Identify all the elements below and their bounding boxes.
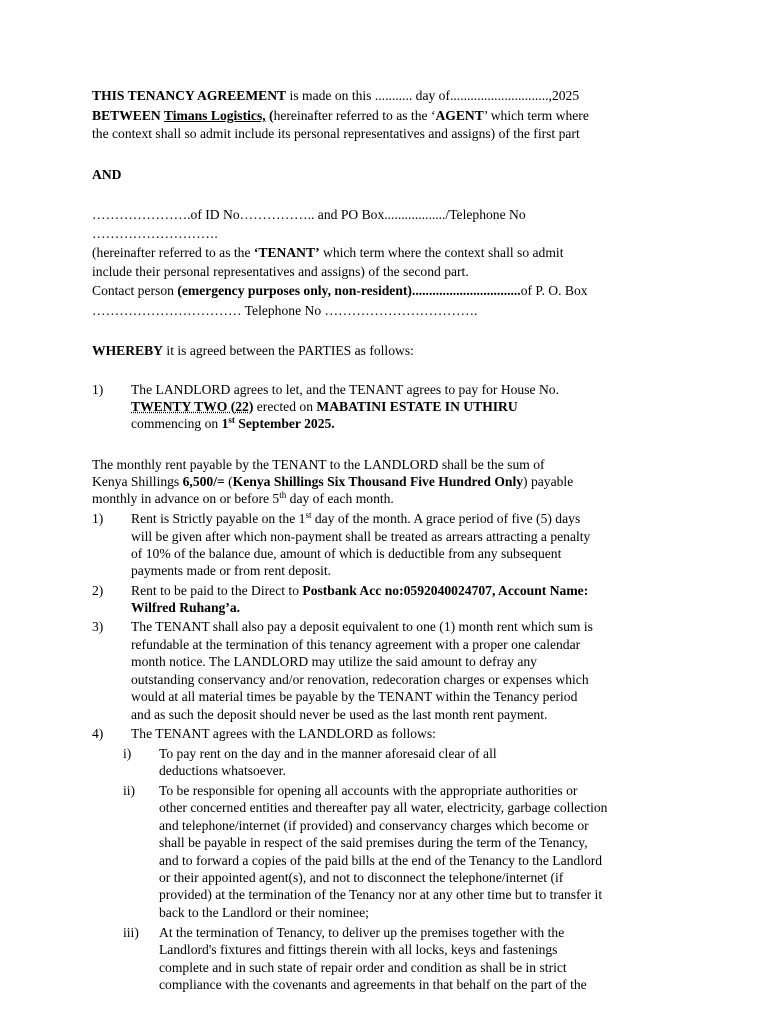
rent-due-text: monthly in advance on or before 5 bbox=[92, 491, 280, 506]
subitem-ii-number: ii) bbox=[123, 783, 136, 798]
item-1-text-a: Rent is Strictly payable on the 1 bbox=[131, 511, 306, 526]
item-1-text-b: day of the month. A grace period of five (5) days bbox=[311, 511, 581, 526]
subitem-iii-line-1: At the termination of Tenancy, to deliver up the premises together with the bbox=[159, 925, 565, 940]
tenant-def-text-b: which term where the context shall so admit bbox=[319, 245, 564, 260]
clause-1-number: 1) bbox=[92, 382, 104, 397]
item-1-line-1 bbox=[131, 510, 580, 527]
subitem-ii-line-6: or their appointed agent(s), and not to disconnect the telephone/internet (if bbox=[159, 870, 564, 885]
whereby-text: it is agreed between the PARTIES as follows: bbox=[163, 343, 414, 358]
item-1-line-4: payments made or from rent deposit. bbox=[131, 563, 332, 578]
item-2-number: 2) bbox=[92, 583, 104, 598]
tenant-term: ‘TENANT’ bbox=[253, 245, 320, 260]
subitem-ii-line-7: provided) at the termination of the Tenancy nor at any other time but to transfer it bbox=[159, 887, 603, 902]
contact-person-line bbox=[92, 282, 588, 299]
rent-amount: 6,500/= bbox=[182, 474, 225, 489]
agent-company-name: Timans Logistics, bbox=[163, 108, 266, 123]
contact-telephone-line: …………………………… Telephone No ……………………………. bbox=[92, 303, 478, 318]
tenant-definition-line bbox=[92, 244, 563, 261]
clause-1-commencing-line bbox=[131, 415, 335, 432]
agent-def-continuation: the context shall so admit include its personal representatives and assigns) of the first part bbox=[92, 126, 580, 141]
agent-term: AGENT bbox=[435, 108, 484, 123]
agreement-title: THIS TENANCY AGREEMENT bbox=[92, 88, 287, 103]
contact-person-note: (emergency purposes only, non-resident) bbox=[177, 283, 412, 298]
item-1-line-2: will be given after which non-payment shall be treated as arrears attracting a penalty bbox=[131, 529, 591, 544]
subitem-iii-line-2: Landlord's fixtures and fittings therein with all locks, keys and fastenings bbox=[159, 942, 558, 957]
item-3-line-6: and as such the deposit should never be used as the last month rent payment. bbox=[131, 707, 548, 722]
item-3-line-2: refundable at the termination of this tenancy agreement with a proper one calendar bbox=[131, 637, 581, 652]
and-label: AND bbox=[92, 167, 122, 182]
rent-paragraph-line-2 bbox=[92, 473, 573, 490]
agent-def-text-a: hereinafter referred to as the ‘ bbox=[273, 108, 436, 123]
currency-label: Kenya Shillings bbox=[92, 474, 183, 489]
subitem-ii-line-5: and to forward a copies of the paid bills at the end of the Tenancy to the Landlord bbox=[159, 853, 603, 868]
house-number: TWENTY TWO (22) bbox=[131, 399, 254, 414]
item-3-line-1: The TENANT shall also pay a deposit equivalent to one (1) month rent which sum is bbox=[131, 619, 593, 634]
erected-text: erected on bbox=[253, 399, 317, 414]
commencing-label: commencing on bbox=[131, 416, 222, 431]
subitem-iii-line-4: compliance with the covenants and agreements in that behalf on the part of the bbox=[159, 977, 587, 992]
estate-name: MABATINI ESTATE IN UTHIRU bbox=[316, 399, 518, 414]
contact-person-label: Contact person bbox=[92, 283, 178, 298]
whereby-label: WHEREBY bbox=[92, 343, 164, 358]
subitem-iii-line-3: complete and in such state of repair order and condition as shall be in strict bbox=[159, 960, 567, 975]
item-3-number: 3) bbox=[92, 619, 104, 634]
start-month-year: September 2025. bbox=[234, 416, 335, 431]
subitem-i-line-2: deductions whatsoever. bbox=[159, 763, 286, 778]
item-3-line-5: would at all material times be payable by the TENANT within the Tenancy period bbox=[131, 689, 578, 704]
bank-account-details: Postbank Acc no:0592040024707, Account Name: bbox=[302, 583, 589, 598]
item-4-text: The TENANT agrees with the LANDLORD as follows: bbox=[131, 726, 436, 741]
account-name: Wilfred Ruhang’a. bbox=[131, 600, 241, 615]
rent-amount-words: Kenya Shillings Six Thousand Five Hundred Only bbox=[232, 474, 524, 489]
agreement-date-text: is made on this ........... day of.............................,2025 bbox=[286, 88, 580, 103]
between-label: BETWEEN bbox=[92, 108, 164, 123]
contact-person-dots: ................................ bbox=[411, 283, 521, 298]
rent-due-text-b: day of each month. bbox=[286, 491, 394, 506]
item-1-line-3: of 10% of the balance due, amount of which is deductible from any subsequent bbox=[131, 546, 562, 561]
agent-def-text-b: ’ which term where bbox=[483, 108, 589, 123]
paren-open-2: ( bbox=[224, 474, 233, 489]
item-1-suffix: st bbox=[305, 510, 312, 520]
rent-paragraph-line-3 bbox=[92, 490, 394, 507]
item-3-line-3: month notice. The LANDLORD may utilize the said amount to defray any bbox=[131, 654, 537, 669]
rent-due-suffix: th bbox=[279, 490, 287, 500]
subitem-i-number: i) bbox=[123, 746, 132, 761]
subitem-i-line-1: To pay rent on the day and in the manner aforesaid clear of all bbox=[159, 746, 497, 761]
item-2-line-1 bbox=[131, 582, 588, 599]
subitem-ii-line-8: back to the Landlord or their nominee; bbox=[159, 905, 369, 920]
clause-1-house-line bbox=[131, 398, 518, 415]
contact-pobox-label: of P. O. Box bbox=[520, 283, 588, 298]
subitem-ii-line-3: and telephone/internet (if provided) and conservancy charges which become or bbox=[159, 818, 589, 833]
item-3-line-4: outstanding conservancy and/or renovation, redecoration charges or expenses which bbox=[131, 672, 589, 687]
subitem-ii-line-4: shall be payable in respect of the said premises during the term of the Tenancy, bbox=[159, 835, 588, 850]
agreement-opening-line bbox=[92, 87, 579, 104]
whereby-line bbox=[92, 342, 414, 359]
tenant-def-continuation: include their personal representatives and assigns) of the second part. bbox=[92, 264, 469, 279]
tenant-details-line: ………………….of ID No…………….. and PO Box................../Telephone No bbox=[92, 207, 526, 222]
paren-open: ( bbox=[265, 108, 274, 123]
between-line bbox=[92, 107, 589, 124]
tenant-def-text-a: (hereinafter referred to as the bbox=[92, 245, 254, 260]
item-2-text: Rent to be paid to the Direct to bbox=[131, 583, 303, 598]
start-day-suffix: st bbox=[228, 415, 235, 425]
item-1-number: 1) bbox=[92, 511, 104, 526]
payable-text: ) payable bbox=[523, 474, 574, 489]
subitem-ii-line-1: To be responsible for opening all accounts with the appropriate authorities or bbox=[159, 783, 578, 798]
rent-paragraph-line-1: The monthly rent payable by the TENANT to the LANDLORD shall be the sum of bbox=[92, 457, 545, 472]
subitem-iii-number: iii) bbox=[123, 925, 139, 940]
item-4-number: 4) bbox=[92, 726, 104, 741]
start-day: 1 bbox=[221, 416, 229, 431]
subitem-ii-line-2: other concerned entities and thereafter pay all water, electricity, garbage collection bbox=[159, 800, 608, 815]
clause-1-text: The LANDLORD agrees to let, and the TENANT agrees to pay for House No. bbox=[131, 382, 559, 397]
tenant-telephone-dots: ………………………. bbox=[92, 226, 218, 241]
